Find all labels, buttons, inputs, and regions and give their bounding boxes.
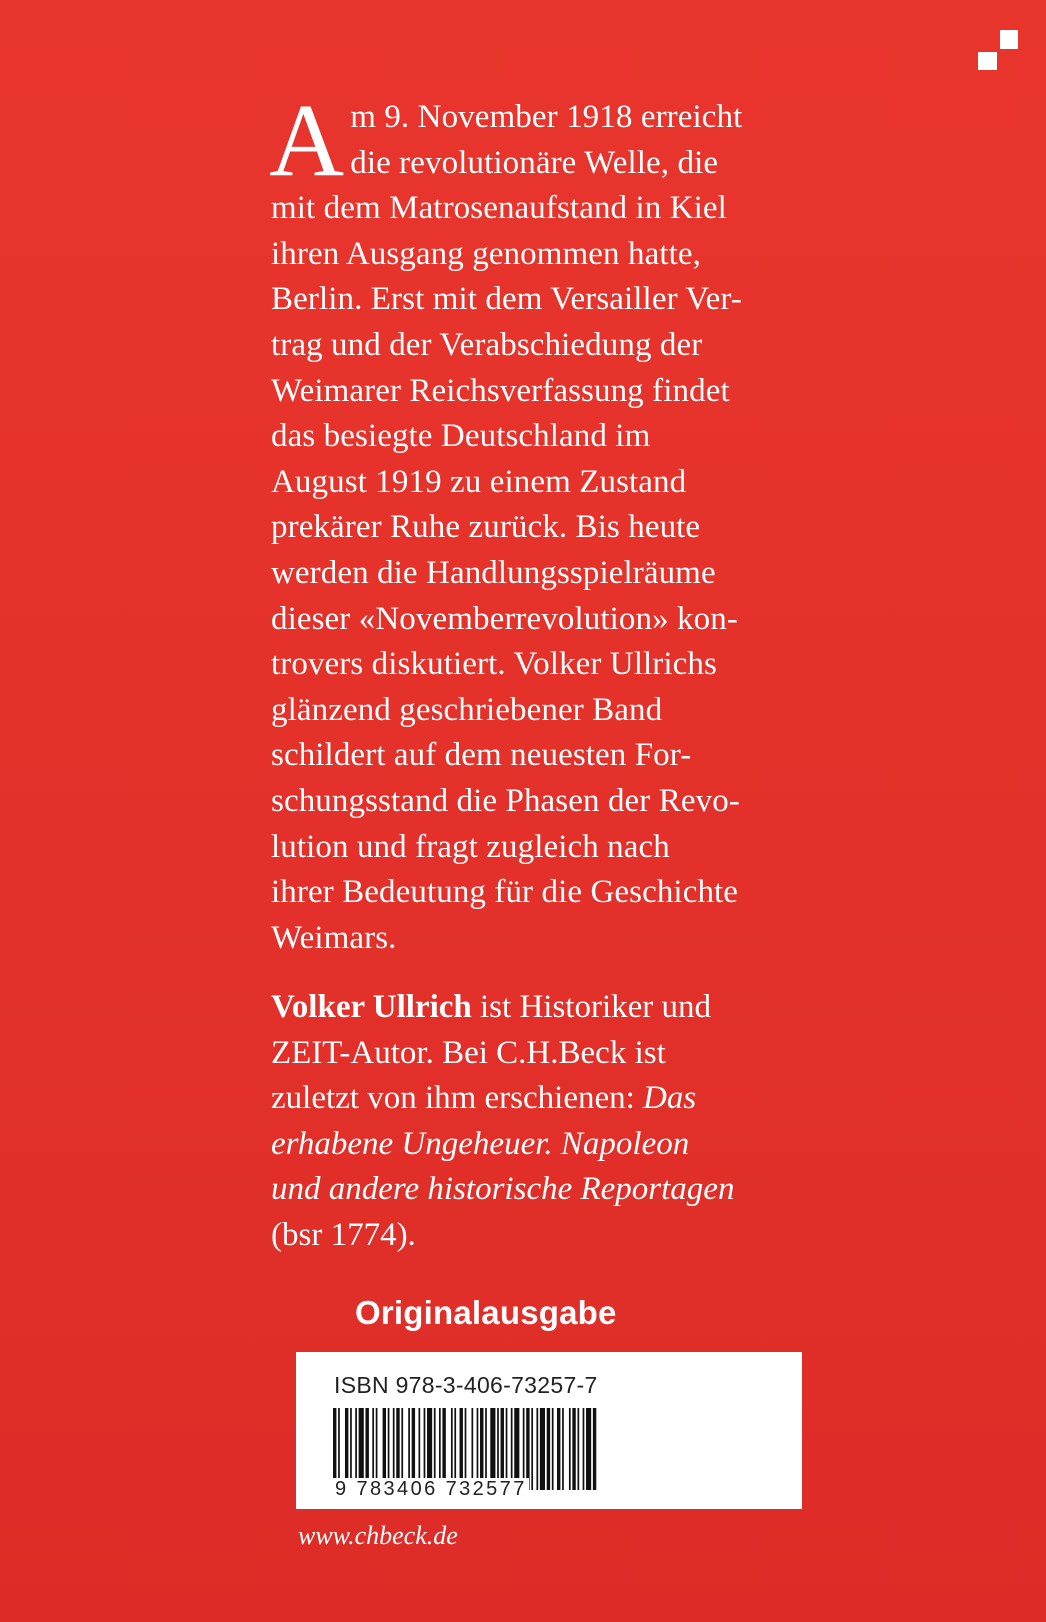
dropcap-letter: A [269, 83, 345, 198]
blurb-line: Weimars. [271, 919, 397, 956]
blurb-line: ihren Ausgang genommen hatte, [271, 235, 701, 272]
blurb-line: lution und fragt zugleich nach [271, 828, 670, 865]
blurb-line: dieser «Novemberrevolution» kon- [271, 600, 738, 637]
publisher-website: www.chbeck.de [298, 1521, 458, 1550]
bio-line [271, 1122, 811, 1168]
blurb-line: trag und der Verabschiedung der [271, 326, 703, 363]
bio-line: (bsr 1774). [271, 1216, 416, 1253]
blurb-line: mit dem Matrosenaufstand in Kiel [271, 190, 727, 227]
bio-line: ZEIT-Autor. Bei C.H.Beck ist [271, 1034, 666, 1071]
author-bio [271, 985, 811, 1259]
blurb-text [269, 83, 811, 961]
blurb-line: werden die Handlungsspielräume [271, 554, 716, 591]
bio-text: ist Historiker und [471, 989, 711, 1025]
blurb-line: schildert auf dem neuesten For- [271, 737, 692, 774]
blurb-line: trovers diskutiert. Volker Ullrichs [271, 646, 717, 683]
barcode-digits: 9 783406 732577 [335, 1478, 527, 1500]
bio-line [271, 1076, 811, 1122]
bio-line [271, 1167, 811, 1213]
bio-line [271, 985, 811, 1031]
blurb-line: die revolutionäre Welle, die [350, 144, 719, 181]
blurb-line: das besiegte Deutschland im [271, 418, 651, 455]
bio-text: zuletzt von ihm erschienen: [271, 1080, 644, 1117]
blurb-line: glänzend geschriebener Band [271, 691, 663, 728]
edition-label: Originalausgabe [355, 1294, 617, 1331]
isbn-label: ISBN 978-3-406-73257-7 [334, 1372, 598, 1398]
blurb-line: schungsstand die Phasen der Revo- [271, 782, 740, 819]
blurb-line: August 1919 zu einem Zustand [271, 463, 687, 500]
blurb-line: ihrer Bedeutung für die Geschichte [271, 874, 739, 911]
book-title-italic: erhabene Ungeheuer. Napoleon [271, 1125, 690, 1162]
blurb-line: prekärer Ruhe zurück. Bis heute [271, 509, 701, 546]
blurb-line: m 9. November 1918 erreicht [350, 99, 743, 135]
author-name: Volker Ullrich [271, 989, 472, 1025]
publisher-logo-icon [978, 30, 1018, 70]
book-title-italic: und andere historische Reportagen [271, 1171, 735, 1208]
book-title-italic: Das [643, 1080, 697, 1117]
isbn-barcode-panel [296, 1352, 802, 1509]
blurb-line: Berlin. Erst mit dem Versailler Ver- [271, 281, 742, 318]
blurb-line: Weimarer Reichsverfassung findet [271, 372, 730, 409]
